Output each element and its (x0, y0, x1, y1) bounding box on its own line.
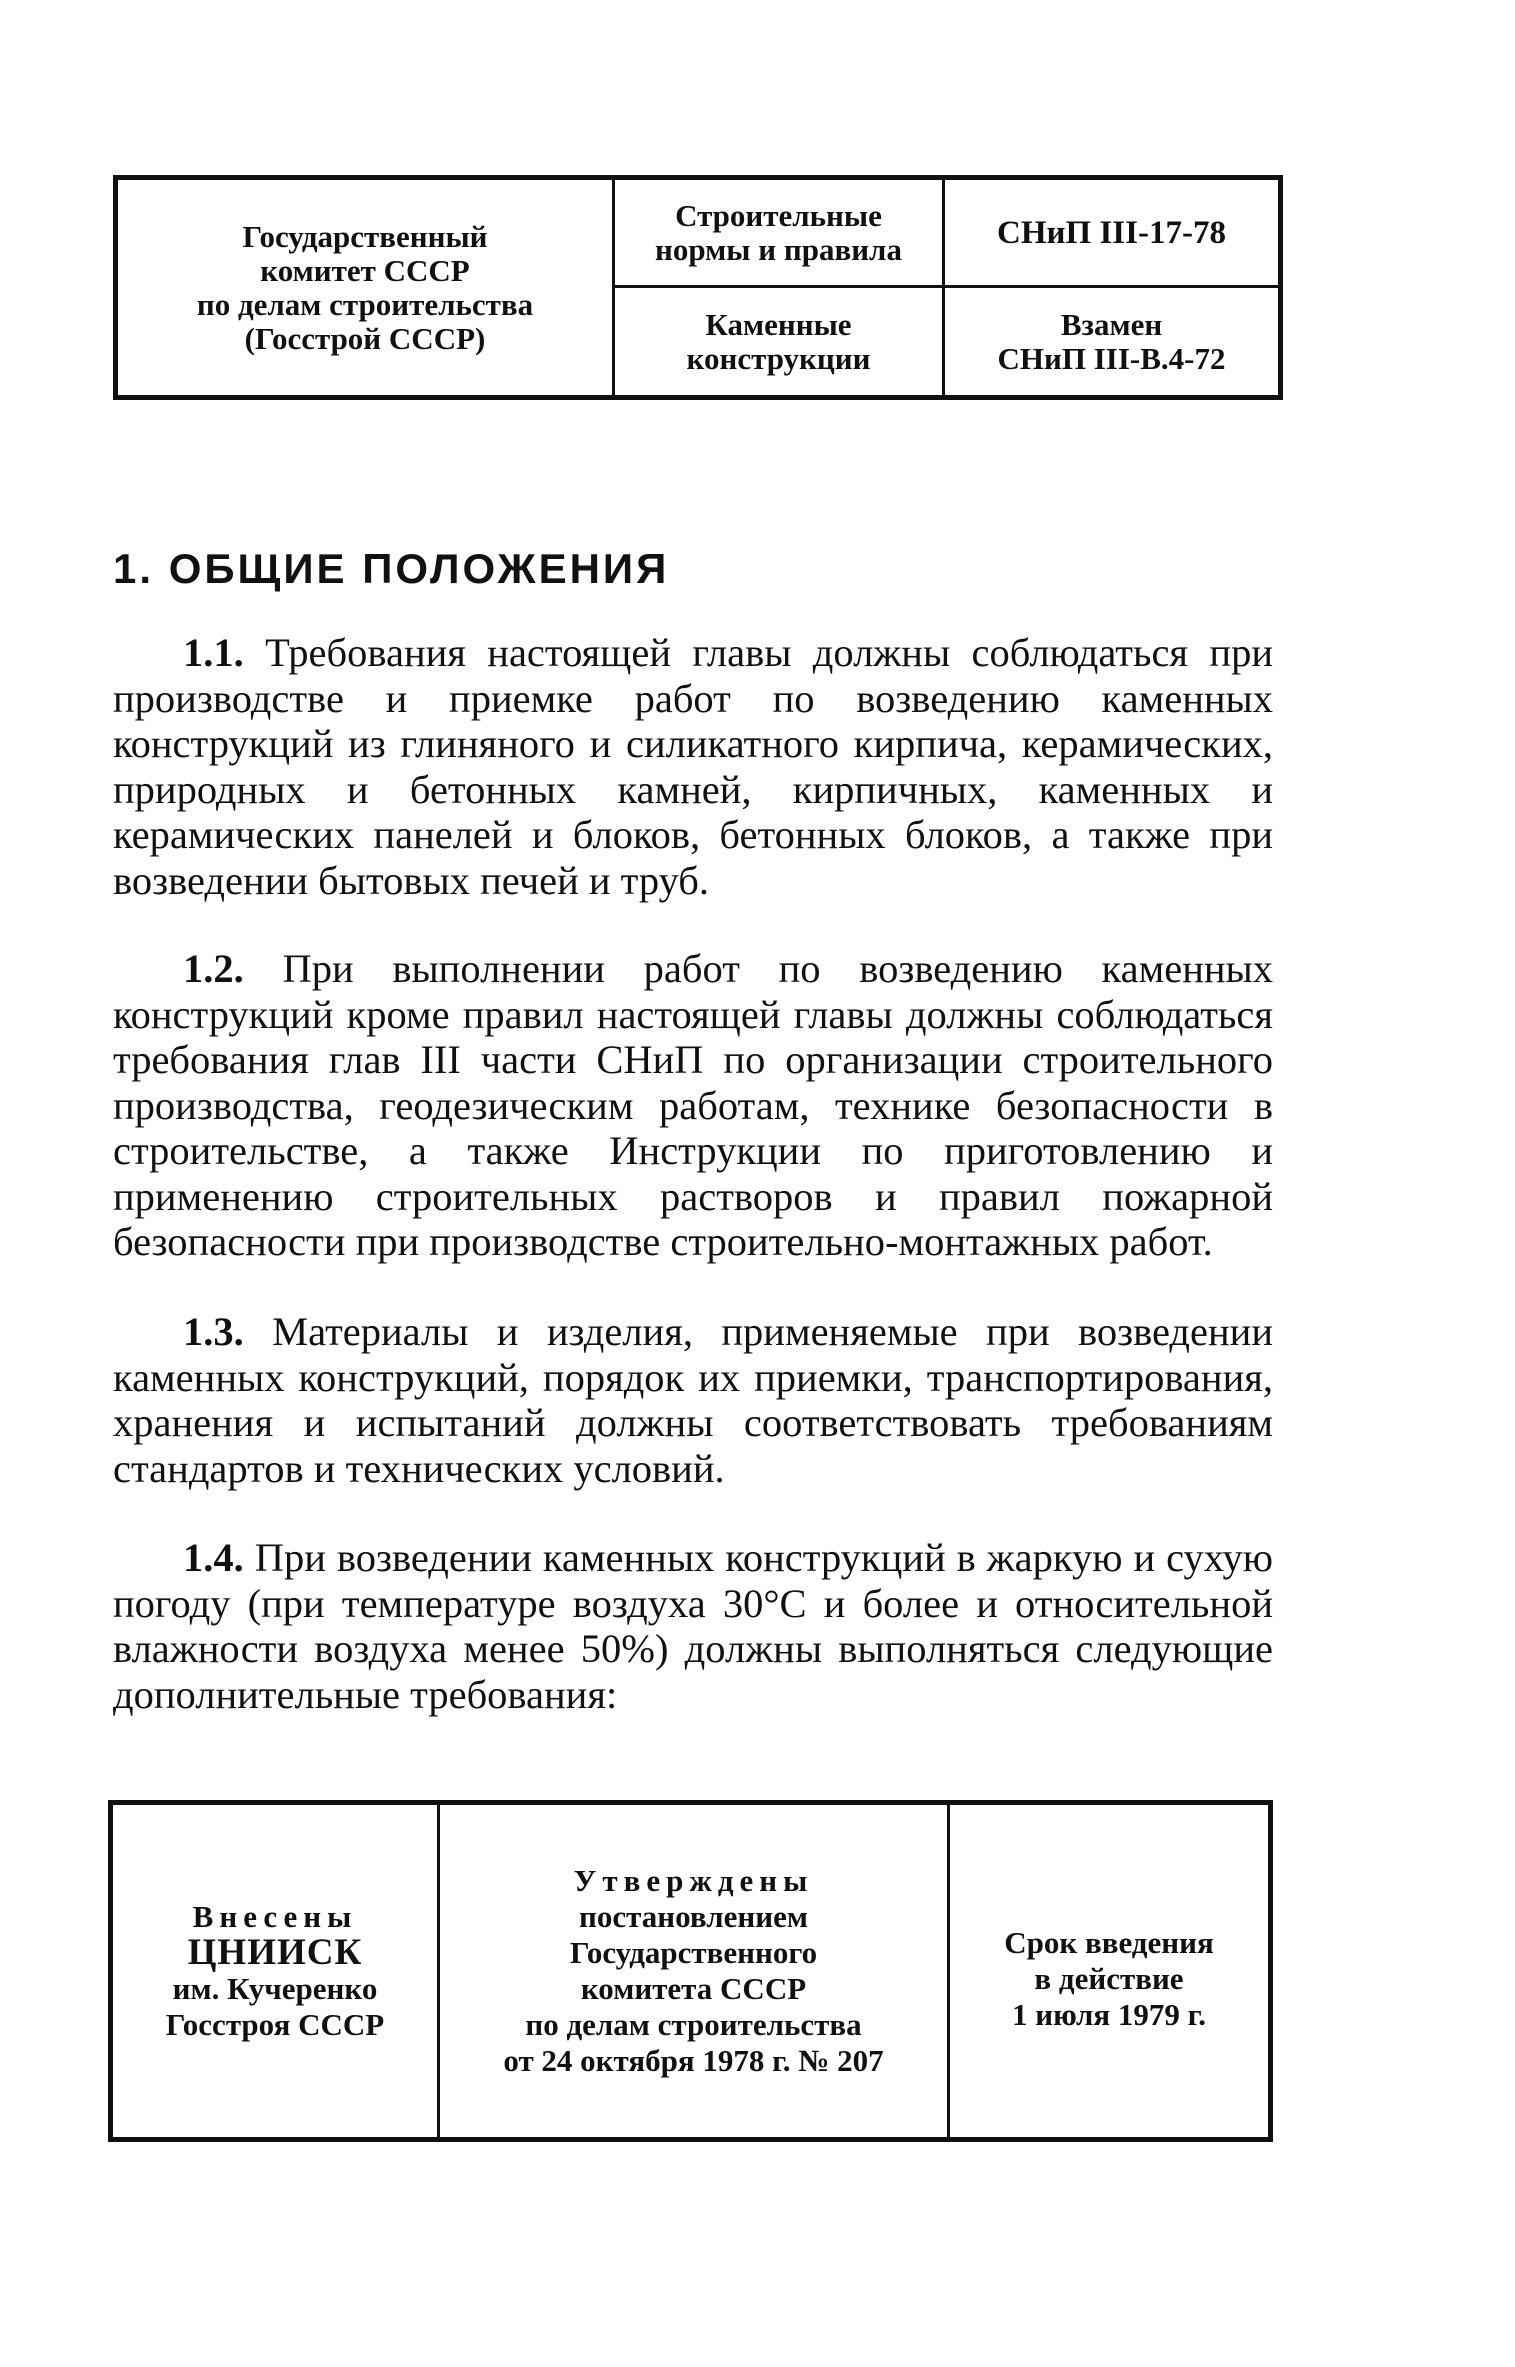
introduced-by (113, 1805, 440, 2137)
document-header-table (113, 175, 1283, 400)
subject-line: Каменные (705, 306, 852, 342)
org-line: комитет СССР (260, 252, 470, 288)
effective-line: в действие (1034, 1961, 1184, 1996)
replaces-line: СНиП III-В.4-72 (997, 340, 1226, 376)
approved-line: постановлением (579, 1899, 808, 1934)
replaces-document (945, 288, 1278, 395)
kind-line: Строительные (675, 197, 882, 233)
paragraph-1-1 (113, 630, 1273, 903)
paragraph-number: 1.4. (183, 1535, 244, 1580)
paragraph-1-3 (113, 1309, 1273, 1491)
introduced-line: им. Кучеренко (172, 1971, 378, 2006)
approved-line: комитета СССР (580, 1971, 807, 2006)
effective-line: 1 июля 1979 г. (1011, 1997, 1207, 2032)
document-kind (615, 180, 945, 288)
section-title: 1. ОБЩИЕ ПОЛОЖЕНИЯ (113, 545, 670, 592)
approved-line: Государственного (569, 1935, 818, 1970)
paragraph-text: При выполнении работ по возведению каменных конструкций кроме правил настоящей главы должны соблюдаться требования глав III части СНиП по организации строительного производства, геодезическим работам, технике безопасности в строительстве, а также Инструкции по приготовлению и применению строительных растворов и правил пожарной безопасности при производстве строительно-монтажных работ. (113, 946, 1274, 1264)
paragraph-text: Требования настоящей главы должны соблюдаться при производстве и приемке работ по возведению каменных конструкций из глиняного и силикатного кирпича, керамических, природных и бетонных камней, кирпичных, каменных и керамических панелей и блоков, бетонных блоков, а также при возведении бытовых печей и труб. (113, 630, 1274, 903)
org-line: Государственный (242, 218, 488, 254)
approved-line: по делам строительства (525, 2007, 862, 2042)
paragraph-text: При возведении каменных конструкций в жаркую и сухую погоду (при температуре воздуха 30°С и более и относительной влажности воздуха менее 50%) должны выполняться следующие дополнительные требования: (113, 1535, 1274, 1717)
approved-by (440, 1805, 950, 2137)
document-code: СНиП III-17-78 (945, 180, 1278, 288)
introduced-org: ЦНИИСК (187, 1932, 363, 1973)
effective-date (950, 1805, 1268, 2137)
approved-line: от 24 октября 1978 г. № 207 (503, 2043, 884, 2078)
org-line: по делам строительства (196, 286, 534, 322)
kind-line: нормы и правила (655, 231, 902, 267)
paragraph-number: 1.3. (183, 1309, 244, 1354)
replaces-line: Взамен (1060, 306, 1163, 342)
effective-line: Срок введения (1004, 1925, 1214, 1960)
document-subject (615, 288, 945, 395)
paragraph-1-4 (113, 1535, 1273, 1717)
paragraph-number: 1.2. (183, 946, 244, 991)
paragraph-1-2 (113, 946, 1273, 1265)
paragraph-text: Материалы и изделия, применяемые при возведении каменных конструкций, порядок их приемки, транспортирования, хранения и испытаний должны соответствовать требованиям стандартов и технических условий. (113, 1309, 1274, 1491)
approved-label: Утверждены (573, 1863, 814, 1898)
issuing-organization (118, 180, 615, 395)
approval-footer-table (108, 1800, 1273, 2142)
subject-line: конструкции (686, 340, 871, 376)
org-line: (Госстрой СССР) (244, 320, 486, 356)
introduced-line: Госстроя СССР (165, 2007, 385, 2042)
paragraph-number: 1.1. (183, 630, 244, 675)
introduced-label: Внесены (192, 1899, 358, 1934)
